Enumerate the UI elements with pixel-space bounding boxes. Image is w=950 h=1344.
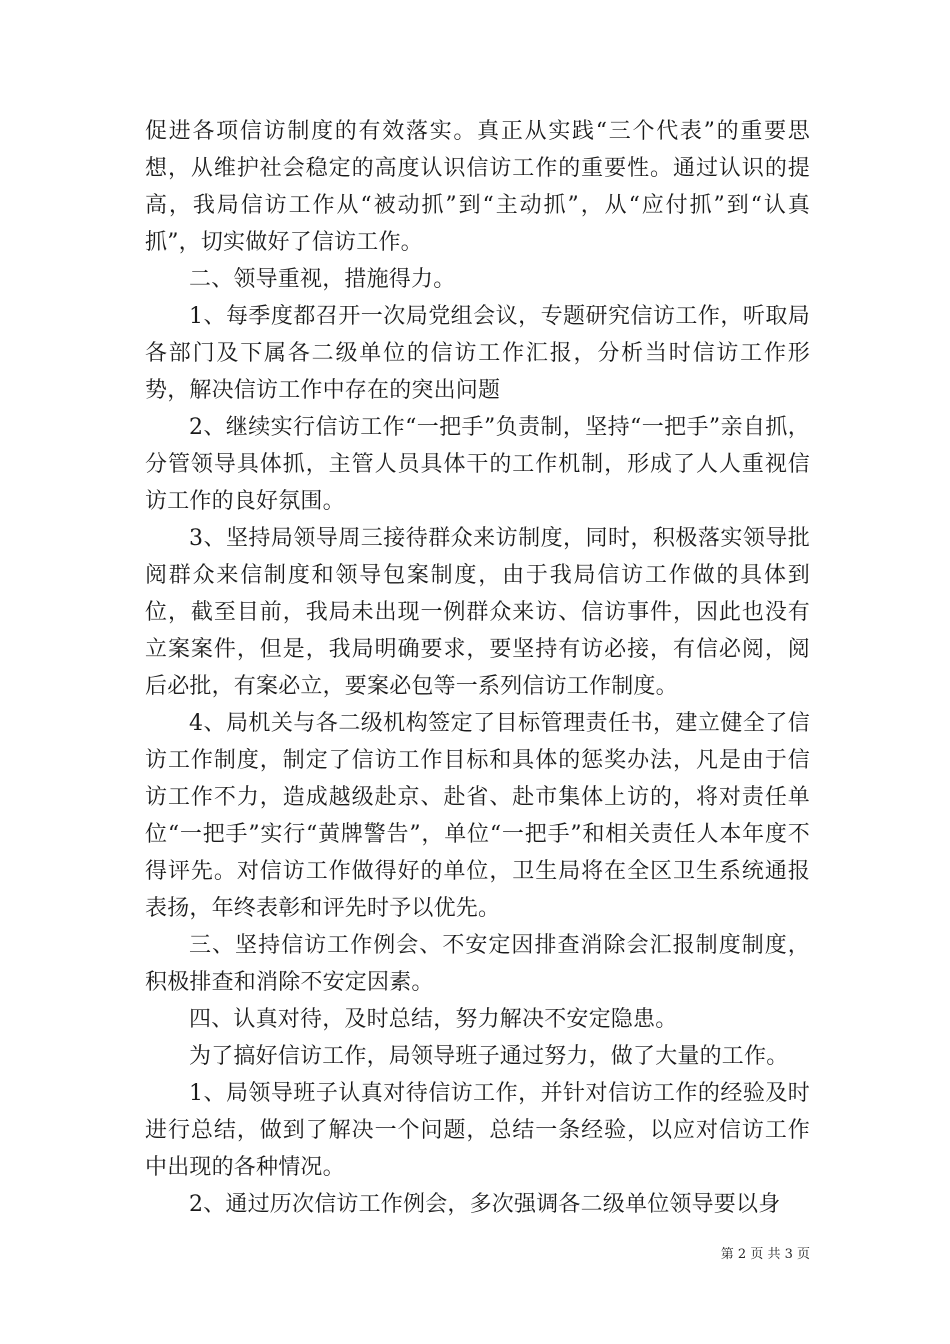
paragraph-item-5: 1、局领导班子认真对待信访工作，并针对信访工作的经验及时进行总结，做到了解决一个问题，总结一条经验，以应对信访工作中出现的各种情况。 [145,1081,810,1180]
page-number: 第 2 页 共 3 页 [720,1247,810,1262]
section-heading-4: 四、认真对待，及时总结，努力解决不安定隐患。 [189,1007,678,1032]
paragraph-1: 促进各项信访制度的有效落实。真正从实践“三个代表”的重要思想，从维护社会稳定的高度认识信访工作的重要性。通过认识的提高，我局信访工作从“被动抓”到“主动抓”，从“应付抓”到“认真抓”，切实做好了信访工作。 [145,119,810,255]
document-body [145,113,810,1223]
paragraph-item-2: 2、继续实行信访工作“一把手”负责制，坚持“一把手”亲自抓，分管领导具体抓，主管人员具体干的工作机制，形成了人人重视信访工作的良好氛围。 [145,415,810,514]
paragraph-item-1: 1、每季度都召开一次局党组会议，专题研究信访工作，听取局各部门及下属各二级单位的信访工作汇报，分析当时信访工作形势，解决信访工作中存在的突出问题 [145,304,810,403]
paragraph-item-6: 2、通过历次信访工作例会，多次强调各二级单位领导要以身 [189,1192,781,1217]
section-heading-3: 三、坚持信访工作例会、不安定因排查消除会汇报制度制度，积极排查和消除不安定因素。 [145,933,810,995]
section-heading-2: 二、领导重视，措施得力。 [189,267,456,292]
paragraph-intro: 为了搞好信访工作，局领导班子通过努力，做了大量的工作。 [189,1044,789,1069]
paragraph-item-4: 4、局机关与各二级机构签定了目标管理责任书，建立健全了信访工作制度，制定了信访工作目标和具体的惩奖办法，凡是由于信访工作不力，造成越级赴京、赴省、赴市集体上访的，将对责任单位“一把手”实行“黄牌警告”，单位“一把手”和相关责任人本年度不得评先。对信访工作做得好的单位，卫生局将在全区卫生系统通报表扬，年终表彰和评先时予以优先。 [145,711,810,921]
paragraph-item-3: 3、坚持局领导周三接待群众来访制度，同时，积极落实领导批阅群众来信制度和领导包案制度，由于我局信访工作做的具体到位，截至目前，我局未出现一例群众来访、信访事件，因此也没有立案案件，但是，我局明确要求，要坚持有访必接，有信必阅，阅后必批，有案必立，要案必包等一系列信访工作制度。 [145,526,810,699]
